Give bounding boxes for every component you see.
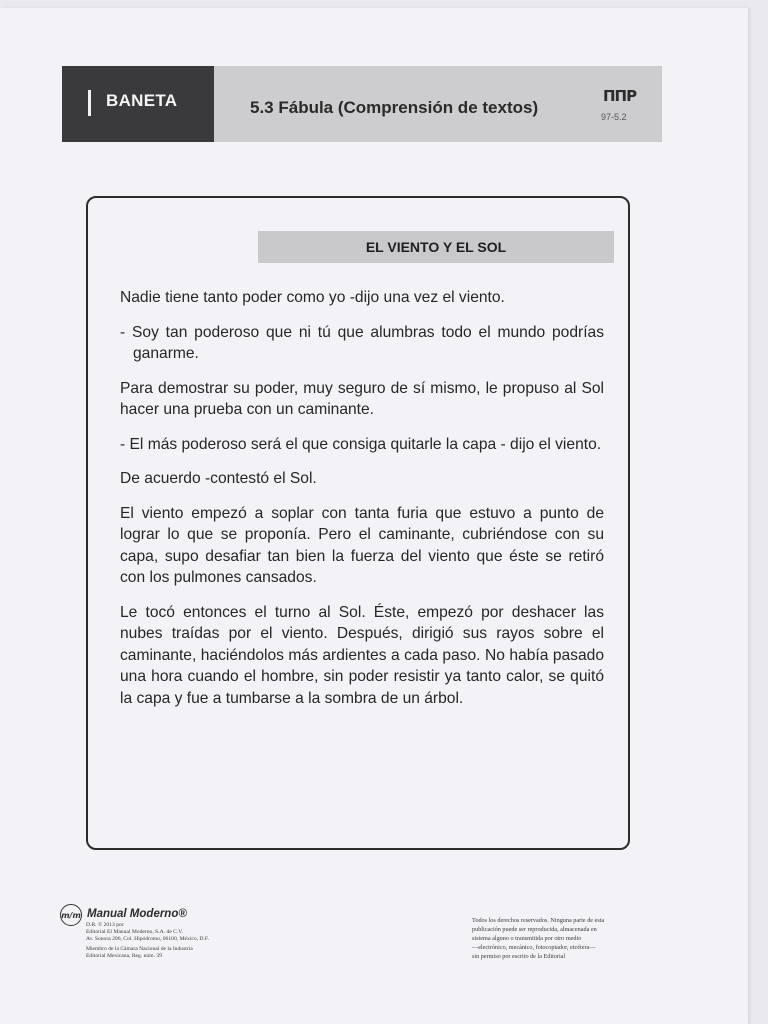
manual-moderno-icon: m/m <box>60 904 82 926</box>
story-text <box>120 287 604 722</box>
story-paragraph: Para demostrar su poder, muy seguro de sí mismo, le propuso al Sol hacer una prueba con un caminante. <box>120 379 604 418</box>
story-paragraph: El viento empezó a soplar con tanta furia que estuvo a punto de lograr lo que se proponía. Pero el caminante, cubriéndose con su capa, supo desafiar tan bien la fuerza del viento que éste se retiró con los pulmones cansados. <box>120 504 604 586</box>
publisher-name: Manual Moderno® <box>87 908 187 920</box>
rights-line: Todos los derechos reservados. Ninguna parte de esta <box>472 917 605 924</box>
copyright-line: Editorial El Manual Moderno, S.A. de C.V. <box>86 929 183 935</box>
mp-logo-icon: ΠΠP <box>603 87 637 105</box>
copyright-line: Miembro de la Cámara Nacional de la Industria <box>86 946 193 952</box>
copyright-line: D.R. © 2013 por <box>86 922 124 928</box>
story-paragraph: - El más poderoso será el que consiga quitarle la capa - dijo el viento. <box>120 435 602 453</box>
story-title-band <box>258 231 614 263</box>
copyright-line: Editorial Mexicana, Reg. núm. 39 <box>86 953 162 959</box>
rights-line: publicación puede ser reproducida, almacenada en <box>472 926 597 933</box>
story-paragraph: De acuerdo -contestó el Sol. <box>120 470 317 487</box>
rights-line: sin permiso por escrito de la Editorial <box>472 953 566 960</box>
copyright-line: Av. Sonora 206, Col. Hipódromo, 06100, México, D.F. <box>86 936 209 942</box>
story-paragraph: Nadie tiene tanto poder como yo -dijo una vez el viento. <box>120 289 505 306</box>
story-paragraph: - Soy tan poderoso que ni tú que alumbras todo el mundo podrías ganarme. <box>120 323 604 362</box>
rights-line: sistema alguno o transmitida por otro medio <box>472 935 582 942</box>
section-label: BANETA <box>106 91 178 110</box>
copyright-info <box>86 922 286 960</box>
story-title: EL VIENTO Y EL SOL <box>365 239 507 255</box>
rights-line: —electrónico, mecánico, fotocopiador, etcétera— <box>472 944 596 951</box>
section-tab <box>62 66 214 142</box>
section-tab-bar <box>88 90 91 116</box>
rights-notice <box>472 916 672 961</box>
page-code: 97-5.2 <box>601 112 627 122</box>
page-title: 5.3 Fábula (Comprensión de textos) <box>250 98 539 117</box>
story-paragraph: Le tocó entonces el turno al Sol. Éste, empezó por deshacer las nubes traídas por el viento. Después, dirigió sus rayos sobre el caminante, haciéndolos más ardientes a cada paso. No había pasado una hora cuando el hombre, sin poder resistir ya tanto calor, se quitó la capa y fue a tumbarse a la sombra de un árbol. <box>120 603 604 707</box>
